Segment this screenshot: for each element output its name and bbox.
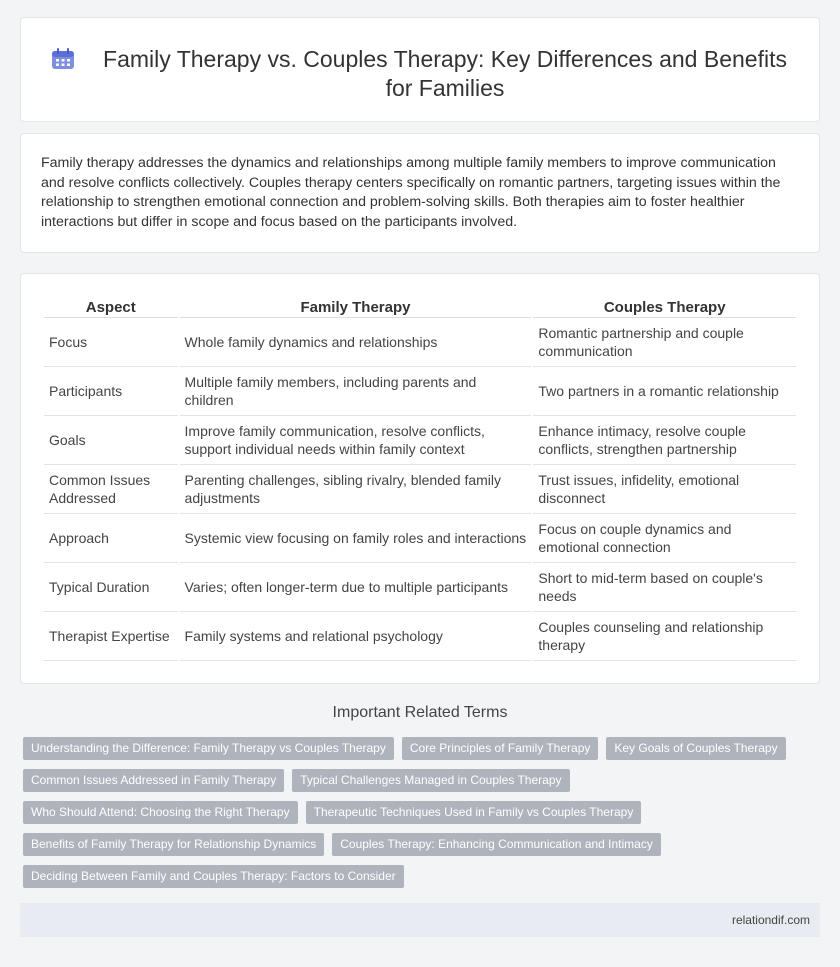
- related-term-link[interactable]: Deciding Between Family and Couples Therapy: Factors to Consider: [23, 865, 404, 888]
- related-term-link[interactable]: Typical Challenges Managed in Couples Therapy: [292, 769, 569, 792]
- page-title: Family Therapy vs. Couples Therapy: Key Differences and Benefits for Families: [103, 46, 787, 101]
- couples-cell: Trust issues, infidelity, emotional disconnect: [533, 465, 796, 514]
- family-cell: Varies; often longer-term due to multiple participants: [180, 563, 532, 612]
- related-term-link[interactable]: Understanding the Difference: Family Therapy vs Couples Therapy: [23, 737, 394, 760]
- aspect-cell: Therapist Expertise: [44, 612, 178, 661]
- table-row: [44, 563, 796, 612]
- table-header-row: [44, 296, 796, 318]
- aspect-cell: Typical Duration: [44, 563, 178, 612]
- aspect-cell: Participants: [44, 367, 178, 416]
- related-term-link[interactable]: Common Issues Addressed in Family Therapy: [23, 769, 284, 792]
- related-term-link[interactable]: Key Goals of Couples Therapy: [606, 737, 785, 760]
- aspect-cell: Common Issues Addressed: [44, 465, 178, 514]
- table-row: [44, 612, 796, 661]
- header-family-therapy: Family Therapy: [180, 296, 532, 318]
- couples-cell: Short to mid-term based on couple's needs: [533, 563, 796, 612]
- related-term-link[interactable]: Who Should Attend: Choosing the Right Therapy: [23, 801, 298, 824]
- table-row: [44, 465, 796, 514]
- intro-paragraph: Family therapy addresses the dynamics and relationships among multiple family members to improve communication and resolve conflicts collectively. Couples therapy centers specifically on romantic partners, targeting issues within the relationship to strengthen emotional connection and problem-solving skills. Both therapies aim to foster healthier interactions but differ in scope and focus based on the participants involved.: [41, 155, 781, 230]
- family-cell: Whole family dynamics and relationships: [180, 318, 532, 367]
- related-terms-heading: Important Related Terms: [332, 704, 508, 721]
- site-name[interactable]: relationdif.com: [731, 913, 810, 927]
- intro-card: [20, 133, 820, 253]
- couples-cell: Focus on couple dynamics and emotional connection: [533, 514, 796, 563]
- aspect-cell: Approach: [44, 514, 178, 563]
- header-aspect: Aspect: [44, 296, 178, 318]
- family-cell: Systemic view focusing on family roles and interactions: [180, 514, 532, 563]
- related-term-link[interactable]: Therapeutic Techniques Used in Family vs Couples Therapy: [306, 801, 642, 824]
- table-row: [44, 416, 796, 465]
- couples-cell: Couples counseling and relationship therapy: [533, 612, 796, 661]
- family-cell: Multiple family members, including parents and children: [180, 367, 532, 416]
- related-terms-list: [23, 737, 803, 888]
- aspect-cell: Goals: [44, 416, 178, 465]
- table-row: [44, 367, 796, 416]
- aspect-cell: Focus: [44, 318, 178, 367]
- header-couples-therapy: Couples Therapy: [533, 296, 796, 318]
- table-row: [44, 318, 796, 367]
- related-term-link[interactable]: Core Principles of Family Therapy: [402, 737, 599, 760]
- related-term-link[interactable]: Benefits of Family Therapy for Relationship Dynamics: [23, 833, 324, 856]
- related-term-link[interactable]: Couples Therapy: Enhancing Communication and Intimacy: [332, 833, 661, 856]
- family-cell: Improve family communication, resolve conflicts, support individual needs within family context: [180, 416, 532, 465]
- comparison-card: [20, 273, 820, 684]
- footer: [20, 903, 820, 937]
- family-cell: Parenting challenges, sibling rivalry, blended family adjustments: [180, 465, 532, 514]
- comparison-table: [42, 296, 798, 661]
- table-row: [44, 514, 796, 563]
- family-cell: Family systems and relational psychology: [180, 612, 532, 661]
- title-card: [20, 17, 820, 122]
- couples-cell: Romantic partnership and couple communication: [533, 318, 796, 367]
- couples-cell: Two partners in a romantic relationship: [533, 367, 796, 416]
- couples-cell: Enhance intimacy, resolve couple conflicts, strengthen partnership: [533, 416, 796, 465]
